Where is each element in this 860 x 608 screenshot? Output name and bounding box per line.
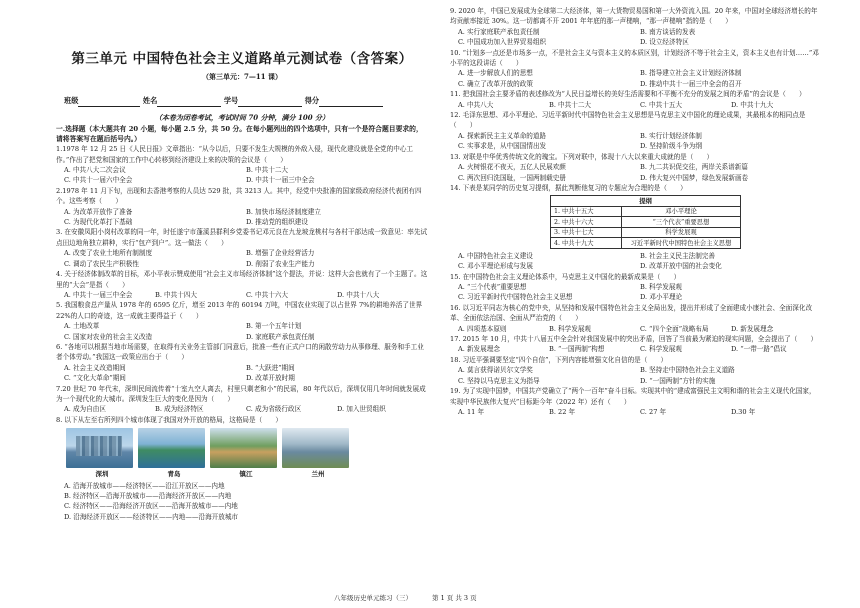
question-14: 14. 下表是某同学的历史复习提纲，据此判断他复习的专题应为合理的是（ ）: [450, 183, 687, 192]
left-column: [56, 50, 428, 522]
table-row: [551, 238, 741, 249]
q7-option-a[interactable]: A. 成为自由区: [64, 405, 106, 414]
score-label: 得分: [304, 96, 320, 106]
question-17: 17. 2015 年 10 月，中共十八届五中全会针对我国发展中的突出矛盾，回答了当前最为紧迫的现实问题，全会提出了（ ）: [450, 335, 818, 344]
table-row: [551, 206, 741, 217]
q8-option-d[interactable]: D. 沿海经济开放区——经济特区——内地——沿海开放城市: [64, 512, 239, 521]
q13-options: [450, 162, 822, 183]
q1-options: [56, 165, 428, 186]
question-1: 1.1978 年 12 月 25 日《人民日报》文章指出：“从今以后，只要不发生大规模的外敌入侵，现代化建设就是全党的中心工作。”作出了把党和国家的工作中心转移到经济建设上来的决策的会议是（ ）: [56, 145, 414, 164]
q17-option-d[interactable]: D. “一带一路”倡议: [731, 345, 787, 354]
caption-lanzhou: 兰州: [311, 470, 325, 479]
q4-option-b[interactable]: B. 中共十四大: [155, 290, 198, 299]
q19-option-a[interactable]: A. 11 年: [458, 407, 485, 416]
q13-option-c[interactable]: C. 两次回归洗国耻，一国两制载史册: [458, 173, 566, 182]
q12-option-a[interactable]: A. 探索新民主主义革命的道路: [458, 131, 547, 140]
caption-zhenjiang: 镇江: [239, 470, 253, 479]
q17-option-a[interactable]: A. 新发展理念: [458, 345, 500, 354]
q11-option-a[interactable]: A. 中共八大: [458, 100, 494, 109]
page-subtitle: （第三单元：7—11 课）: [201, 72, 283, 81]
q10-option-c[interactable]: C. 确立了改革开放的政策: [458, 79, 533, 88]
q17-options: [450, 344, 822, 354]
right-column: [450, 6, 822, 417]
name-blank[interactable]: [157, 106, 221, 107]
q9-option-b[interactable]: B. 南方谈话的发表: [640, 27, 696, 36]
q4-option-a[interactable]: A. 中共十一届三中全会: [64, 290, 133, 299]
question-10: 10. “计划多一点还是市场多一点，不是社会主义与资本主义的本质区别，计划经济不等于社会主义，资本主义也有计划……”邓小平的这段讲话（ ）: [450, 48, 819, 68]
q4-options: [56, 290, 428, 300]
q1-option-d[interactable]: D. 中共十一届三中全会: [246, 176, 315, 185]
q16-option-b[interactable]: B. 科学发展观: [549, 324, 592, 333]
question-7: 7.20 世纪 70 年代末，深圳民间流传着“十室九空人离去，村里只剩老和小”的民谣，80 年代以后，深圳仅用几年时间就发展成为一个现代化的大城市。深圳发生巨大的变化是因为（ ）: [56, 384, 426, 403]
q3-option-b[interactable]: B. 增强了企业经营活力: [246, 249, 315, 258]
q19-option-d[interactable]: D.30 年: [731, 407, 756, 416]
q16-options: [450, 324, 822, 334]
exam-note: （本卷为闭卷考试，考试时间 70 分钟，满分 100 分）: [154, 112, 330, 122]
lanzhou-photo: [282, 428, 349, 468]
q10-options: [450, 68, 822, 89]
q5-options: [56, 321, 428, 342]
id-label: 学号: [223, 96, 239, 106]
section-instructions: 一.选择题（本大题共有 20 小题，每小题 2.5 分，共 50 分。在每小题列出的四个选项中，只有一个是符合题目要求的，请将答案写在题后括号内。）: [56, 125, 423, 144]
footer-page-number: 第 1 页 共 3 页: [432, 594, 477, 602]
question-8: 8. 以下从左至右所列四个城市体现了我国对外开放的格局，这格局是（ ）: [56, 415, 282, 424]
photo-captions: [66, 469, 428, 479]
city-photos: [66, 428, 428, 468]
outline-table: [550, 195, 741, 249]
q3-option-d[interactable]: D. 削弱了农业生产能力: [246, 259, 315, 268]
q14-option-c[interactable]: C. 邓小平理论形成与发展: [458, 262, 533, 271]
caption-shenzhen: 深圳: [95, 470, 109, 479]
question-19: 19. 为了实现中国梦，中国共产党确立了“两个一百年”奋斗目标。实现其中的“建成富强民主文明和谐的社会主义现代化国家，实现中华民族伟大复兴”目标距今年（2022 年）还有（ ）: [450, 387, 816, 406]
caption-qingdao: 青岛: [167, 470, 181, 479]
q18-option-c[interactable]: C. 坚持以马克思主义为指导: [458, 376, 540, 385]
class-label: 班级: [64, 96, 79, 106]
q11-options: [450, 100, 822, 110]
q7-option-c[interactable]: C. 成为省级行政区: [246, 405, 302, 414]
q8-option-c[interactable]: C. 经济特区——沿海经济开放区——沿海开放城市——内地: [64, 502, 238, 511]
table-cell: 邓小平理论: [622, 206, 741, 217]
table-cell: 1. 中共十五大: [551, 206, 622, 217]
q18-options: [450, 365, 822, 386]
table-cell: 2. 中共十六大: [551, 217, 622, 228]
question-16: 16. 以习近平同志为核心的党中央，从坚持和发展中国特色社会主义全局出发，提出并形成了全面建成小康社会、全面深化改革、全面依法治国、全面从严治党的（ ）: [450, 303, 813, 323]
q3-options: [56, 248, 428, 269]
q4-option-d[interactable]: D. 中共十八大: [337, 290, 380, 299]
q2-option-b[interactable]: B. 加快市场经济制度建立: [246, 207, 321, 216]
q16-option-d[interactable]: D. 新发展理念: [731, 324, 774, 333]
q12-option-c[interactable]: C. 实事求是，从中国国情出发: [458, 142, 547, 151]
table-header: 提纲: [551, 196, 741, 207]
q7-option-d[interactable]: D. 加入世贸组织: [337, 405, 386, 414]
q3-option-c[interactable]: C. 调动了农民生产积极性: [64, 259, 139, 268]
q15-option-d[interactable]: D. 邓小平理论: [640, 293, 683, 302]
q12-option-b[interactable]: B. 实行计划经济体制: [640, 131, 702, 140]
q4-option-c[interactable]: C. 中共十六大: [246, 290, 288, 299]
q14-option-b[interactable]: B. 社会主义民主法制完善: [640, 251, 715, 260]
q5-option-b[interactable]: B. 第一个五年计划: [246, 322, 302, 331]
qingdao-photo: [138, 428, 205, 468]
q10-option-a[interactable]: A. 进一步解放人们的思想: [458, 69, 533, 78]
q12-options: [450, 131, 822, 152]
page-title: 第三单元 中国特色社会主义道路单元测试卷（含答案）: [71, 51, 413, 67]
class-blank[interactable]: [78, 106, 140, 107]
q17-option-c[interactable]: C. 科学发展观: [640, 345, 682, 354]
q6-option-b[interactable]: B. “大跃进”期间: [246, 363, 295, 372]
q1-option-a[interactable]: A. 中共八大二次会议: [64, 166, 126, 175]
q14-option-d[interactable]: D. 改革开放中国的社会变化: [640, 262, 722, 271]
shenzhen-photo: [66, 428, 133, 468]
q13-option-d[interactable]: D. 伟大复兴中国梦，绿色发展新画卷: [640, 173, 749, 182]
q3-option-a[interactable]: A. 改变了农业土地所有制制度: [64, 249, 153, 258]
q11-option-c[interactable]: C. 中共十五大: [640, 100, 682, 109]
table-row: [551, 217, 741, 228]
name-label: 姓名: [142, 96, 158, 106]
q15-option-b[interactable]: B. 科学发展观: [640, 283, 683, 292]
q8-option-a[interactable]: A. 沿海开放城市——经济特区——沿江开放区——内地: [64, 481, 225, 490]
q2-option-a[interactable]: A. 为改革开放作了准备: [64, 207, 133, 216]
table-row: [551, 227, 741, 238]
question-6: 6. “各地可以根据当地市场需要，在取得有关业务主管部门同意后，批准一些有正式户口的闲散劳动力从事修理、服务和手工业者个体劳动。”我国这一政策应出台于（ ）: [56, 342, 424, 362]
question-15: 15. 在中国特色社会主义理论体系中，马克思主义中国化的最新成果是（ ）: [450, 272, 681, 281]
q15-option-a[interactable]: A. “三个代表”重要思想: [458, 283, 527, 292]
question-5: 5. 我国粮食总产量从 1978 年的 6595 亿斤，增至 2013 年的 60194 万吨，中国农业实现了以占世界 7%的耕地养活了世界 22%的人口的奇迹，这一成就主要得益于（ ）: [56, 301, 423, 320]
table-cell: 3. 中共十七大: [551, 227, 622, 238]
q18-option-a[interactable]: A. 莫言获得诺贝尔文学奖: [458, 366, 533, 375]
q15-option-c[interactable]: C. 习近平新时代中国特色社会主义思想: [458, 293, 573, 302]
question-11: 11. 把我国社会主要矛盾的表述修改为“人民日益增长的美好生活需要和不平衡不充分的发展之间的矛盾”的会议是（ ）: [450, 90, 806, 99]
q2-option-d[interactable]: D. 推动党的组织建设: [246, 218, 308, 227]
q8-options: [56, 481, 428, 523]
id-blank[interactable]: [238, 106, 302, 107]
q1-option-c[interactable]: C. 中共十一届六中全会: [64, 176, 133, 185]
question-9: 9. 2020 年，中国已发展成为全球第二大经济体，第一大货物贸易国和第一大外资流入国。20 年来，中国对全球经济增长的年均贡献率接近 30%。这一切都离不开 2001 年年底的那一声槌响，“那一声槌响”指的是（ ）: [450, 7, 818, 26]
q14-option-a[interactable]: A. 中国特色社会主义建设: [458, 251, 533, 260]
q18-option-b[interactable]: B. 坚持走中国特色社会主义道路: [640, 366, 735, 375]
q9-options: [450, 27, 822, 48]
q5-option-a[interactable]: A. 土地改革: [64, 322, 100, 331]
q6-option-c[interactable]: C. “文化大革命”期间: [64, 374, 126, 383]
q17-option-b[interactable]: B. “一国两制”构想: [549, 345, 605, 354]
question-2: 2.1978 年 11 月下旬，出现和去香港考察的人员达 529 批，共 3213 人。其中，经党中央批准的国家级政府经济代表团有四个。这些考察（ ）: [56, 186, 422, 206]
table-row: [551, 196, 741, 207]
q16-option-a[interactable]: A. 四项基本原则: [458, 324, 507, 333]
student-info: [56, 96, 428, 106]
q2-options: [56, 207, 428, 228]
table-cell: “三个代表”重要思想: [622, 217, 741, 228]
q15-options: [450, 282, 822, 303]
q14-options: [450, 251, 822, 272]
q6-options: [56, 363, 428, 384]
table-cell: 科学发展观: [622, 227, 741, 238]
q10-option-b[interactable]: B. 指导建立社会主义计划经济体制: [640, 69, 742, 78]
question-4: 4. 关于经济体制改革的目标，邓小平表示赞成使用“社会主义市场经济体制”这个提法，并说：这样大会也就有了一个主题了。这里的“大会”是指（ ）: [56, 270, 428, 289]
question-3: 3. 在安徽凤阳小岗村改革的同一年，时任遂宁市蓬溪县群利乡党委书记邓元良在九龙坡龙桃村与各村干部达成一致意见：率先试点田边地角独立耕种，实行“包产到户”。这一做法（ ）: [56, 228, 428, 247]
q11-option-b[interactable]: B. 中共十二大: [549, 100, 592, 109]
q5-option-d[interactable]: D. 家庭联产承包责任制: [246, 332, 315, 341]
q19-option-b[interactable]: B. 22 年: [549, 407, 576, 416]
q1-option-b[interactable]: B. 中共十二大: [246, 166, 289, 175]
q19-option-c[interactable]: C. 27 年: [640, 407, 667, 416]
q6-option-a[interactable]: A. 社会主义改造期间: [64, 363, 126, 372]
q10-option-d[interactable]: D. 推动中共十一届三中全会的召开: [640, 79, 742, 88]
footer-course: 八年级历史单元练习（三）: [334, 594, 412, 602]
q9-option-c[interactable]: C. 中国成功加入世界贸易组织: [458, 38, 547, 47]
table-cell: 习近平新时代中国特色社会主义思想: [622, 238, 741, 249]
q16-option-c[interactable]: C. “四个全面”战略布局: [640, 324, 709, 333]
q13-option-a[interactable]: A. 火树银花不夜天，五亿人民展欢颜: [458, 163, 566, 172]
question-18: 18. 习近平强调要坚定“四个自信”，下列内容能增强文化自信的是（ ）: [450, 355, 668, 364]
q5-option-c[interactable]: C. 国家对农业的社会主义改造: [64, 332, 153, 341]
question-12: 12. 毛泽东思想、邓小平理论、习近平新时代中国特色社会主义思想是马克思主义中国化的理论成果，其最根本的相同点是（ ）: [450, 111, 806, 130]
q11-option-d[interactable]: D. 中共十九大: [731, 100, 774, 109]
q9-option-d[interactable]: D. 设立经济特区: [640, 38, 689, 47]
q8-option-b[interactable]: B. 经济特区—沿海开放城市——沿海经济开放区——内地: [64, 492, 232, 500]
question-13: 13. 对联是中华优秀传统文化的瑰宝。下列对联中，体现十八大以来重大成就的是（ ）: [450, 152, 714, 161]
q2-option-c[interactable]: C. 为现代化革打下基础: [64, 218, 133, 227]
zhenjiang-photo: [210, 428, 277, 468]
table-cell: 4. 中共十九大: [551, 238, 622, 249]
q18-option-d[interactable]: D. “一国两制”方针的实施: [640, 376, 716, 385]
q7-options: [56, 404, 428, 414]
q12-option-d[interactable]: D. 坚持阶级斗争为纲: [640, 142, 702, 151]
score-blank[interactable]: [319, 106, 383, 107]
q13-option-b[interactable]: B. 九二共识促交往，两岸关系谱新篇: [640, 163, 748, 172]
q7-option-b[interactable]: B. 成为经济特区: [155, 405, 204, 414]
q6-option-d[interactable]: D. 改革开放时期: [246, 374, 295, 383]
q19-options: [450, 407, 822, 417]
q9-option-a[interactable]: A. 实行家庭联产承包责任制: [458, 27, 540, 36]
